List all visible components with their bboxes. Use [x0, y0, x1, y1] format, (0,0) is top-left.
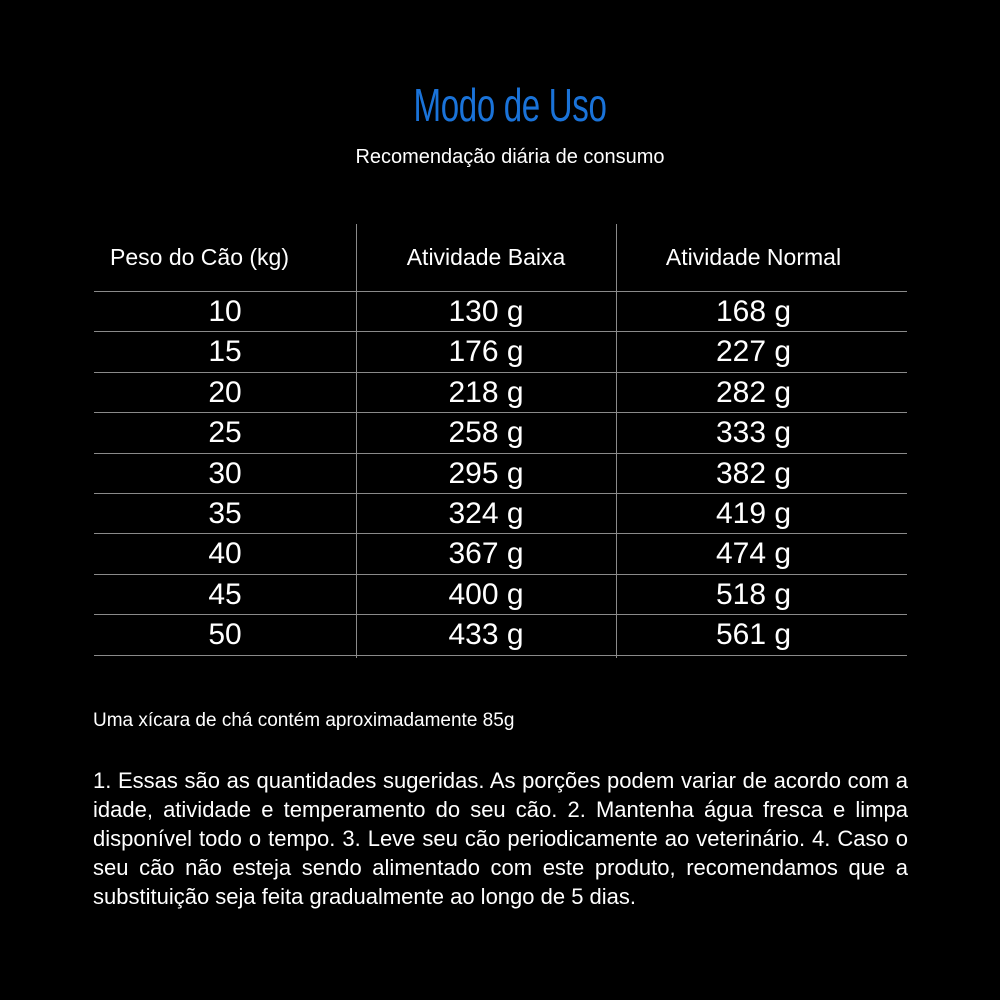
- table-row: [94, 413, 907, 453]
- weight-cell: 50: [208, 618, 242, 652]
- table-row: [94, 615, 907, 655]
- table-row: [94, 494, 907, 534]
- low-activity-cell: 258 g: [448, 416, 524, 450]
- weight-cell: 30: [208, 456, 242, 490]
- low-activity-cell: 367 g: [448, 537, 524, 571]
- normal-activity-cell: 227 g: [715, 335, 792, 369]
- table-row: [94, 373, 907, 413]
- header-normal-activity: Atividade Normal: [665, 244, 842, 270]
- weight-cell: 35: [208, 496, 242, 530]
- table-row: [94, 454, 907, 494]
- normal-activity-cell: 168 g: [715, 295, 792, 328]
- weight-cell: 20: [208, 375, 242, 409]
- low-activity-cell: 218 g: [448, 375, 524, 409]
- normal-activity-cell: 282 g: [715, 375, 792, 409]
- weight-cell: 40: [208, 537, 242, 571]
- table-row: [94, 575, 907, 615]
- low-activity-cell: 295 g: [448, 456, 524, 490]
- table-header: [94, 224, 907, 292]
- normal-activity-cell: 474 g: [715, 537, 792, 571]
- instructions-paragraph: 1. Essas são as quantidades sugeridas. As porções podem variar de acordo com a idade, atividade e temperamento do seu cão. 2. Mantenha água fresca e limpa disponível todo o tempo. 3. Leve seu cão periodicamente ao veterinário. 4. Caso o seu cão não esteja sendo alimentado com este produto, recomendamos que a substituição seja feita gradualmente ao longo de 5 dias.: [93, 768, 908, 909]
- table-body: [94, 292, 907, 656]
- table-row: [94, 292, 907, 332]
- header-low-activity: Atividade Baixa: [406, 244, 566, 270]
- cup-note: Uma xícara de chá contém aproximadamente 85g: [93, 710, 515, 731]
- low-activity-cell: 324 g: [448, 496, 524, 530]
- page-title: Modo de Uso: [413, 79, 607, 131]
- normal-activity-cell: 333 g: [715, 416, 792, 450]
- low-activity-cell: 433 g: [448, 618, 524, 652]
- low-activity-cell: 130 g: [448, 295, 524, 328]
- page-subtitle: Recomendação diária de consumo: [355, 146, 665, 168]
- normal-activity-cell: 518 g: [715, 577, 792, 611]
- table-row: [94, 332, 907, 372]
- low-activity-cell: 400 g: [448, 577, 524, 611]
- header-weight: Peso do Cão (kg): [110, 244, 289, 270]
- normal-activity-cell: 561 g: [715, 618, 792, 652]
- weight-cell: 15: [208, 335, 242, 369]
- weight-cell: 10: [208, 295, 242, 328]
- weight-cell: 45: [208, 577, 242, 611]
- normal-activity-cell: 419 g: [715, 496, 792, 530]
- normal-activity-cell: 382 g: [715, 456, 792, 490]
- low-activity-cell: 176 g: [448, 335, 524, 369]
- table-row: [94, 534, 907, 574]
- weight-cell: 25: [208, 416, 242, 450]
